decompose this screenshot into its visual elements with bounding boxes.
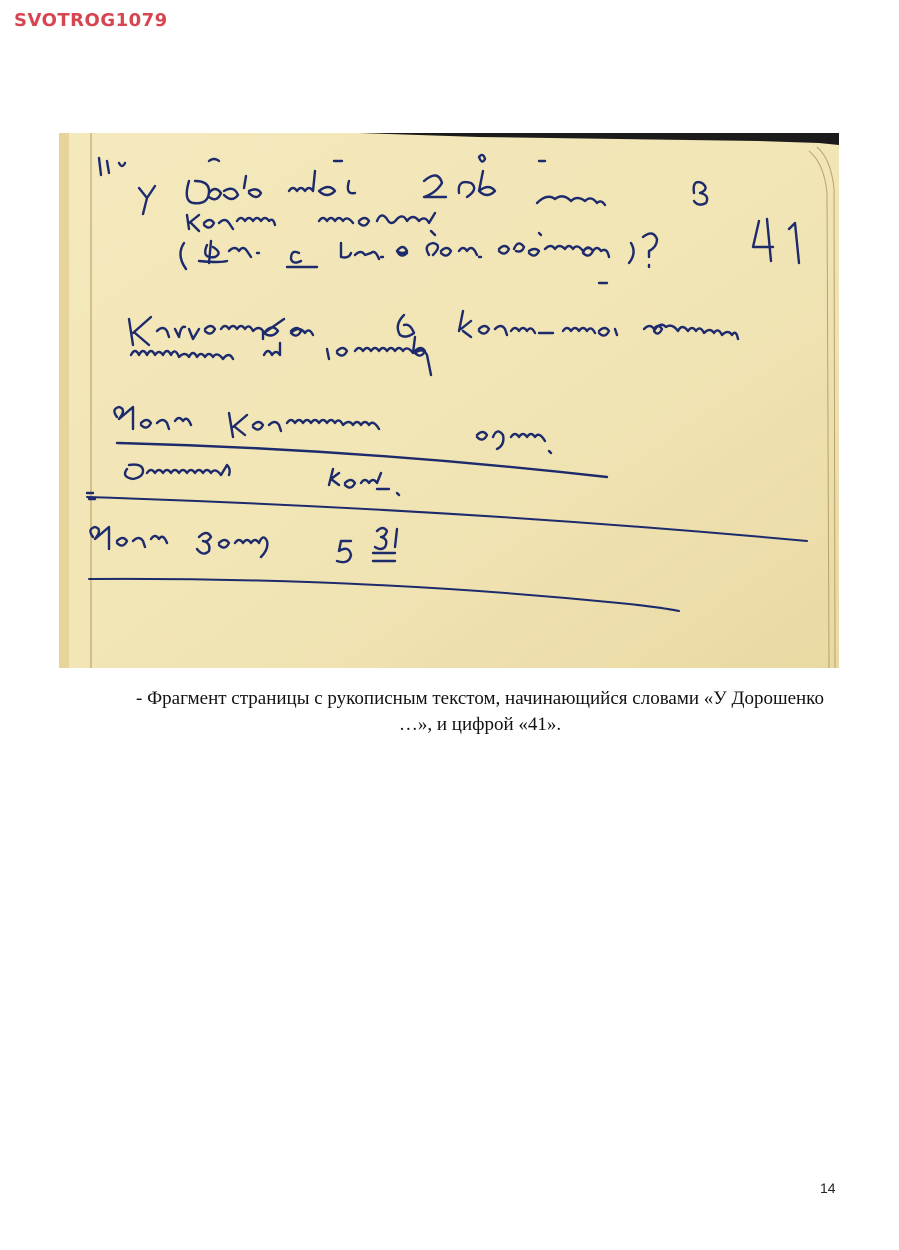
left-edge: [59, 133, 69, 668]
paper-background: [59, 133, 839, 668]
handwritten-page-scan: [59, 133, 839, 668]
manuscript-image: [59, 133, 839, 668]
figure-caption: - Фрагмент страницы с рукописным текстом, начинающийся словами «У Дорошенко …», и цифрой «41».: [136, 688, 824, 735]
watermark-logo: SVOTROG1079: [14, 10, 168, 31]
page-number: 14: [820, 1180, 836, 1196]
